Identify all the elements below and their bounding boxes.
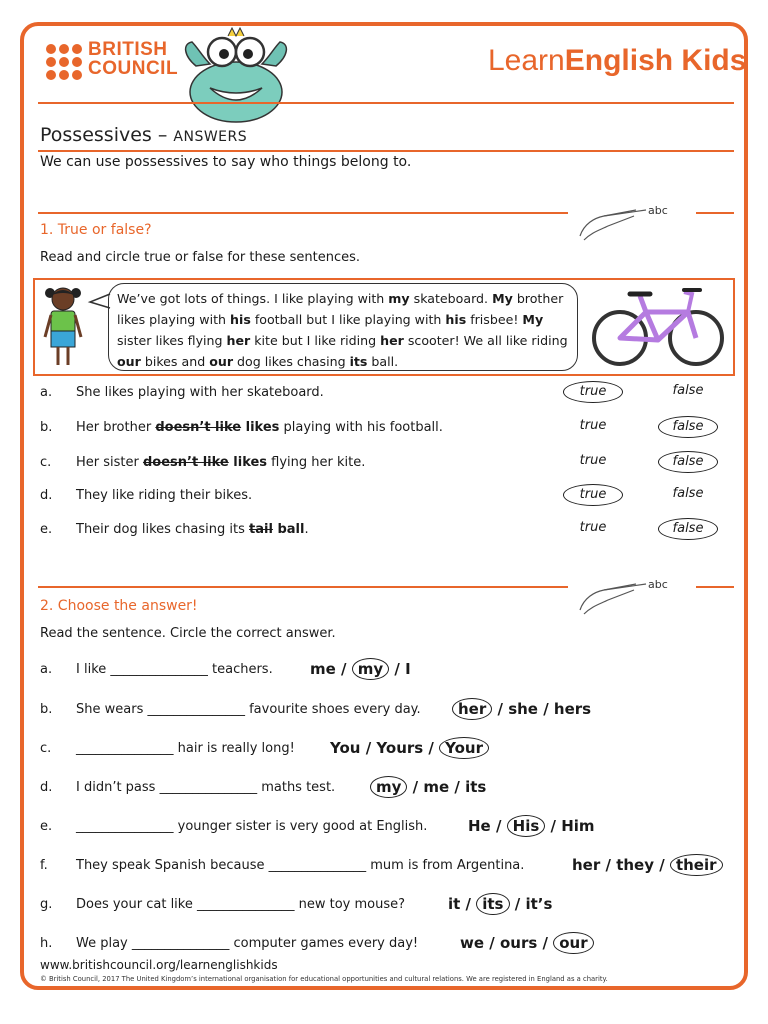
answer-options (468, 815, 595, 837)
footer-url[interactable]: www.britishcouncil.org/learnenglishkids (40, 958, 278, 972)
question-letter: b. (40, 420, 53, 435)
answer-option[interactable]: Yours (376, 739, 424, 757)
section2-heading: 2. Choose the answer! (40, 598, 198, 614)
struck-word: tail (249, 522, 273, 537)
option-separator: / (545, 817, 562, 835)
question-text: _______________ hair is really long! (76, 741, 295, 756)
answer-options (448, 893, 552, 915)
question-letter: g. (40, 897, 53, 912)
question-text: I like _______________ teachers. (76, 662, 273, 677)
section1-heading: 1. True or false? (40, 222, 152, 238)
answer-option[interactable]: He (468, 817, 491, 835)
answer-options (310, 658, 411, 680)
question-letter: b. (40, 702, 53, 717)
correction-word: likes (228, 455, 268, 470)
question-letter: d. (40, 780, 53, 795)
question-text: Her brother doesn’t like likes playing with his football. (76, 420, 443, 435)
question-text: Does your cat like _______________ new toy mouse? (76, 897, 406, 912)
correct-answer-option[interactable]: my (352, 658, 389, 680)
writing-hand-icon (574, 570, 668, 620)
answer-option[interactable]: me (310, 660, 336, 678)
question-text: They like riding their bikes. (76, 488, 253, 503)
option-separator: / (492, 700, 509, 718)
answer-option[interactable]: Him (561, 817, 595, 835)
answer-option[interactable]: I (405, 660, 411, 678)
true-option[interactable]: true (563, 381, 623, 403)
question-letter: d. (40, 488, 53, 503)
answer-options (452, 698, 591, 720)
option-separator: / (509, 895, 526, 913)
british-council-logo-icon (46, 44, 82, 80)
option-separator: / (360, 739, 377, 757)
page-title: Possessives – ANSWERS (40, 124, 248, 146)
answer-options (572, 854, 723, 876)
struck-word: doesn’t like (142, 455, 229, 470)
answer-option[interactable]: it (448, 895, 461, 913)
question-text: Their dog likes chasing its tail ball. (76, 522, 309, 537)
question-text: She wears _______________ favourite shoes every day. (76, 702, 421, 717)
true-option[interactable]: true (579, 453, 607, 468)
answer-option[interactable]: me (423, 778, 450, 796)
correct-answer-option[interactable]: its (476, 893, 509, 915)
footer-copyright: © British Council, 2017 The United Kingdom’s international organisation for educational opportunities and cultural relations. We are registered in England as a charity. (40, 975, 608, 983)
bicycle-icon (590, 282, 726, 372)
writing-hand-icon (574, 196, 668, 246)
option-separator: / (484, 934, 500, 952)
false-option[interactable]: false (672, 383, 704, 398)
option-separator: / (537, 700, 554, 718)
false-option[interactable]: false (658, 416, 718, 438)
false-option[interactable]: false (658, 518, 718, 540)
pen-label: abc (648, 204, 668, 217)
answer-option[interactable]: her (572, 856, 601, 874)
question-letter: a. (40, 385, 53, 400)
answer-options (460, 932, 594, 954)
question-letter: a. (40, 662, 53, 677)
struck-word: doesn’t like (155, 420, 242, 435)
option-separator: / (389, 660, 406, 678)
false-option[interactable]: false (658, 451, 718, 473)
option-separator: / (600, 856, 617, 874)
answer-option[interactable]: she (508, 700, 538, 718)
section1-divider-end (696, 212, 734, 214)
british-council-logo-text: BRITISH COUNCIL (88, 39, 179, 79)
false-option[interactable]: false (672, 486, 704, 501)
section2-divider (38, 586, 568, 588)
option-separator: / (537, 934, 554, 952)
option-separator: / (335, 660, 352, 678)
correction-word: likes (241, 420, 280, 435)
correct-answer-option[interactable]: Your (439, 737, 489, 759)
answer-option[interactable]: it’s (525, 895, 553, 913)
section1-instruction: Read and circle true or false for these sentences. (40, 250, 361, 265)
question-letter: f. (40, 858, 48, 873)
question-text: She likes playing with her skateboard. (76, 385, 324, 400)
question-letter: e. (40, 522, 53, 537)
section1-divider (38, 212, 568, 214)
option-separator: / (460, 895, 477, 913)
answer-option[interactable]: we (460, 934, 485, 952)
correct-answer-option[interactable]: our (553, 932, 593, 954)
question-text: They speak Spanish because _______________ mum is from Argentina. (76, 858, 525, 873)
title-underline (38, 150, 734, 152)
option-separator: / (654, 856, 670, 874)
option-separator: / (407, 778, 424, 796)
correction-word: ball (272, 522, 305, 537)
intro-text: We can use possessives to say who things belong to. (40, 154, 412, 170)
answer-option[interactable]: hers (553, 700, 592, 718)
story-speech-bubble: We’ve got lots of things. I like playing with my skateboard. My brother likes playing with his football but I like playing with his frisbee! My sister likes flying her kite but I like riding her scooter! We all like riding our bikes and our dog likes chasing its ball. (108, 283, 578, 371)
question-text: We play _______________ computer games every day! (76, 936, 419, 951)
true-option[interactable]: true (563, 484, 623, 506)
section2-instruction: Read the sentence. Circle the correct answer. (40, 626, 336, 641)
correct-answer-option[interactable]: their (670, 854, 723, 876)
question-text: Her sister doesn’t like likes flying her kite. (76, 455, 366, 470)
learnenglish-kids-logo: LearnEnglish Kids (488, 44, 747, 77)
question-letter: c. (40, 455, 52, 470)
pen-label: abc (648, 578, 668, 591)
answer-option[interactable]: ours (499, 934, 538, 952)
option-separator: / (449, 778, 466, 796)
correct-answer-option[interactable]: her (452, 698, 492, 720)
question-letter: e. (40, 819, 53, 834)
question-letter: c. (40, 741, 52, 756)
monster-mascot-icon (176, 26, 296, 126)
correct-answer-option[interactable]: His (507, 815, 546, 837)
header-divider (38, 102, 734, 104)
question-letter: h. (40, 936, 53, 951)
option-separator: / (490, 817, 507, 835)
correct-answer-option[interactable]: my (370, 776, 407, 798)
true-option[interactable]: true (579, 418, 607, 433)
answer-option[interactable]: they (616, 856, 654, 874)
answer-option[interactable]: You (330, 739, 361, 757)
section2-divider-end (696, 586, 734, 588)
option-separator: / (423, 739, 440, 757)
question-text: I didn’t pass _______________ maths test. (76, 780, 336, 795)
answer-options (370, 776, 486, 798)
answer-option[interactable]: its (465, 778, 487, 796)
answer-options (330, 737, 489, 759)
question-text: _______________ younger sister is very good at English. (76, 819, 428, 834)
true-option[interactable]: true (579, 520, 607, 535)
